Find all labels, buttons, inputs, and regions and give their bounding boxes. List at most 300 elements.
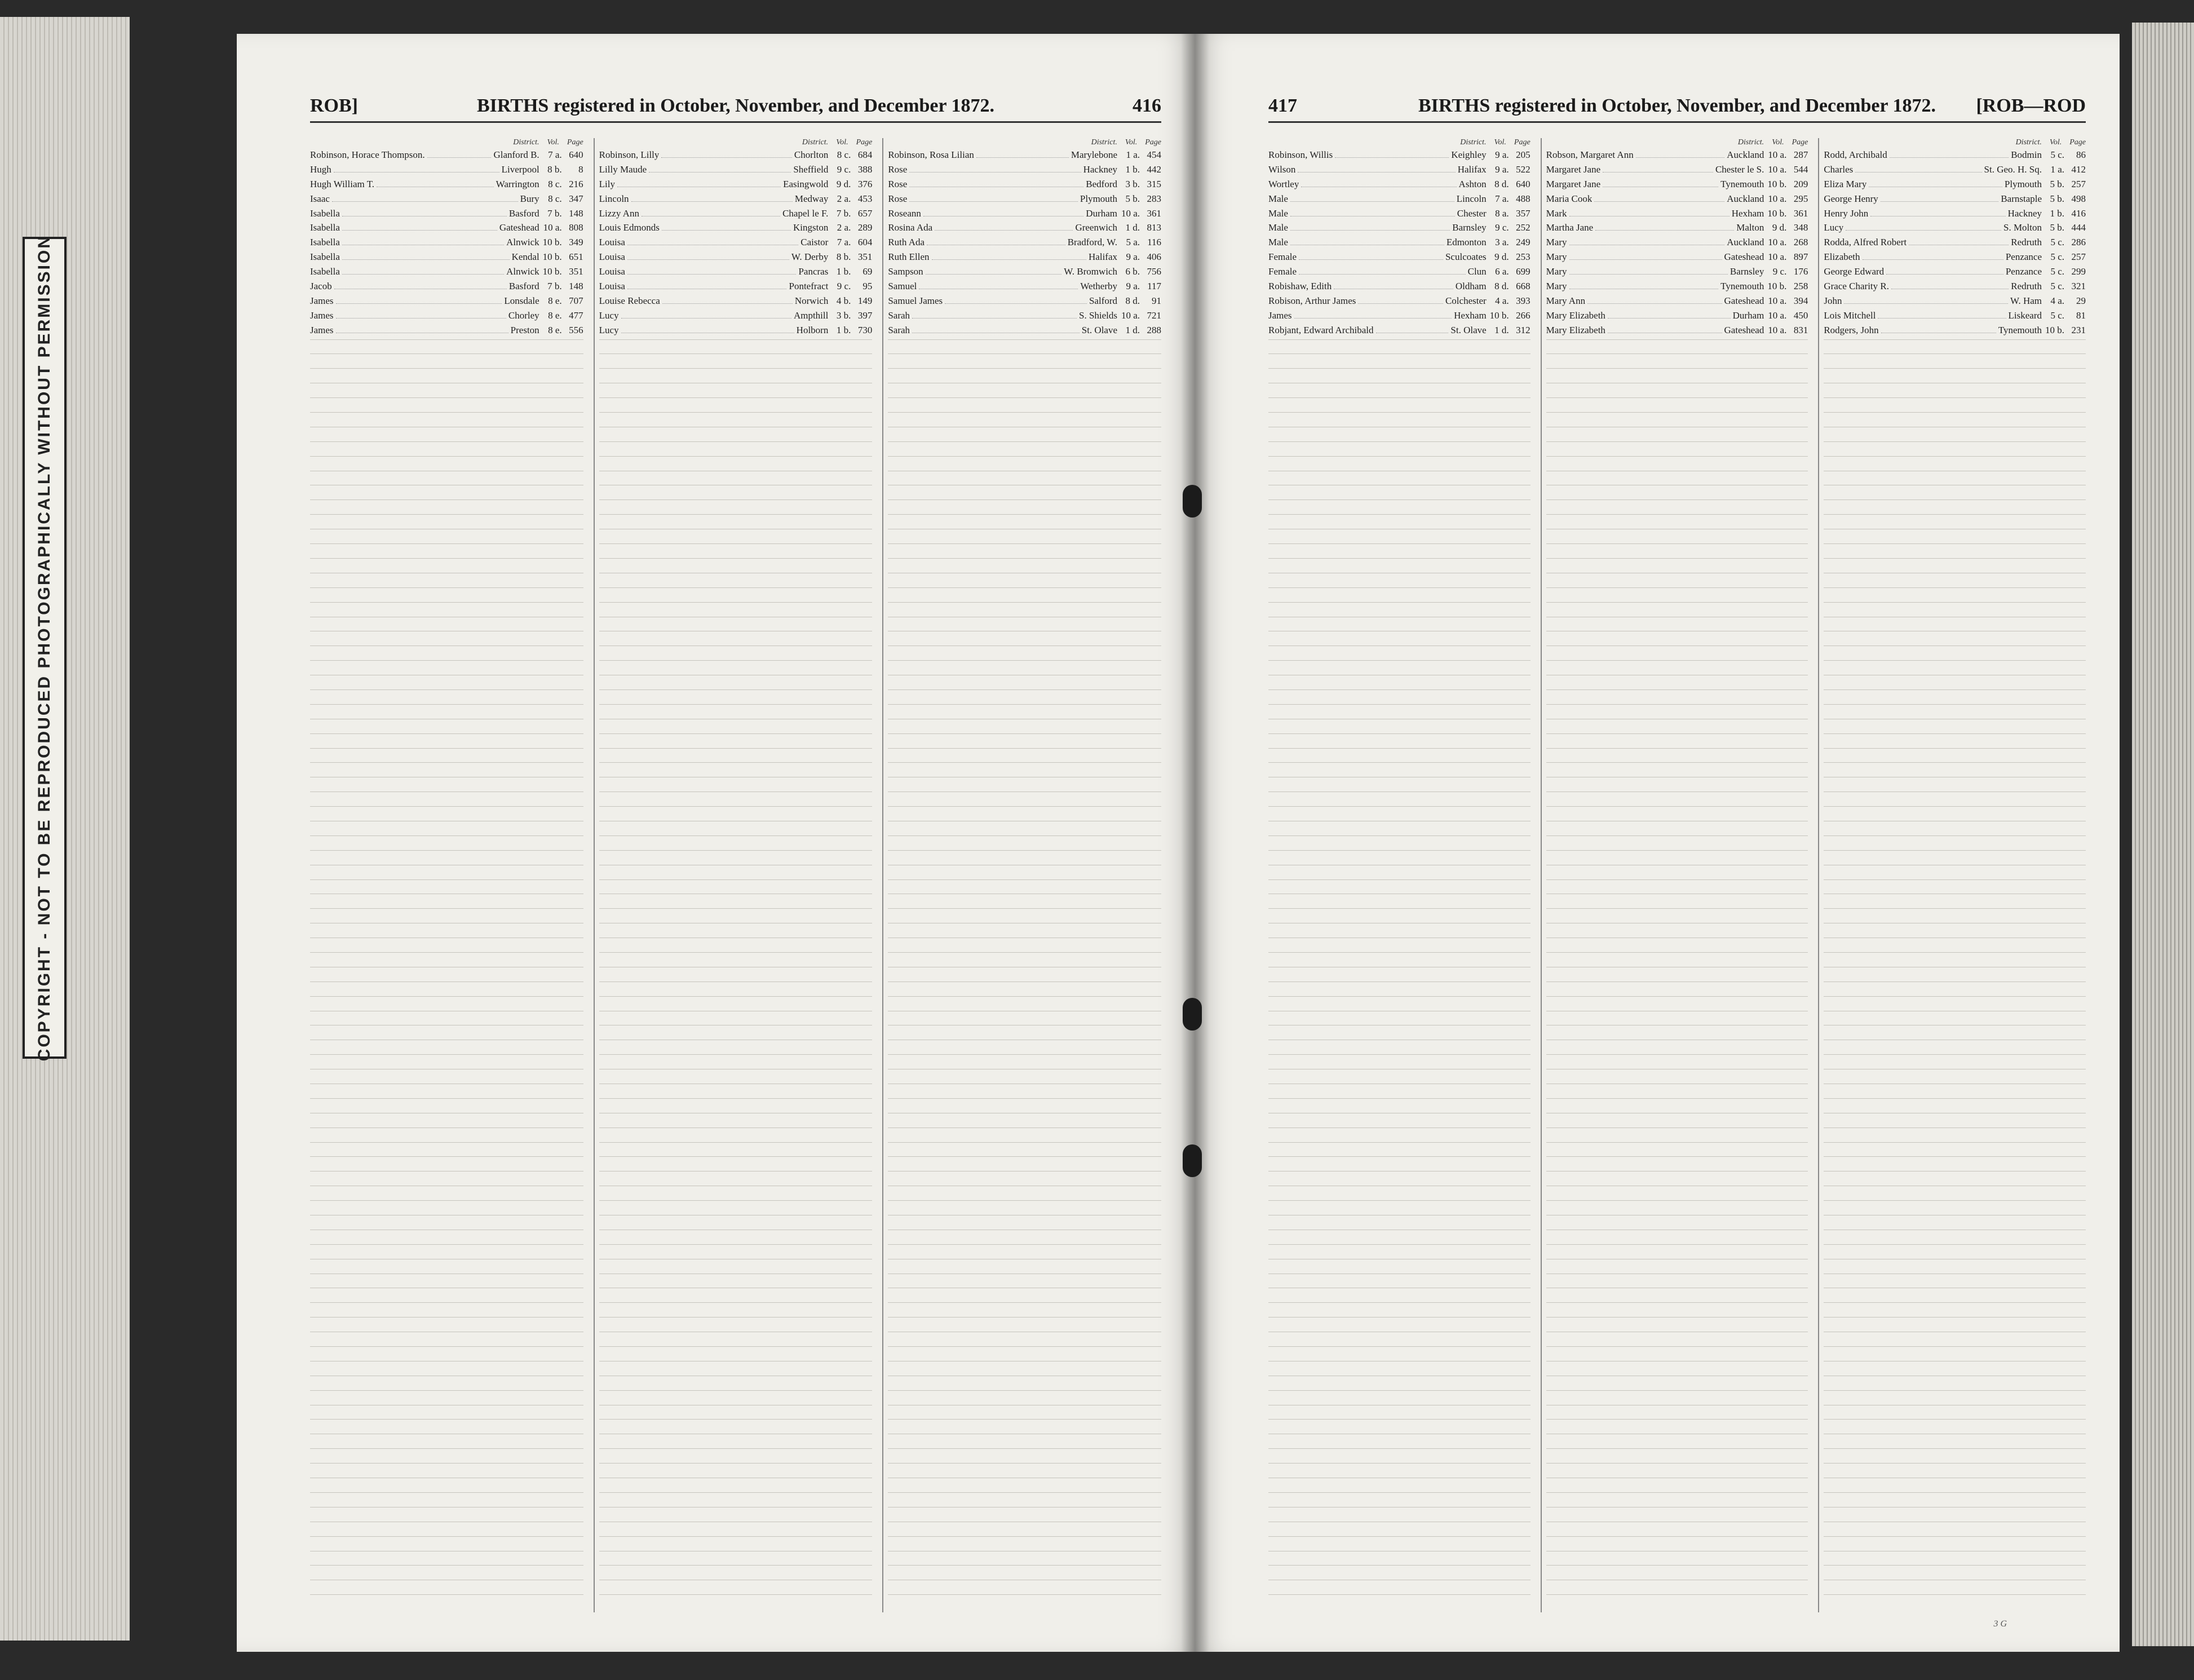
- register-entry-unread: [1546, 1171, 1808, 1186]
- register-entry-unread: [888, 675, 1161, 689]
- entry-line: [1824, 368, 2086, 369]
- register-entry-unread: [888, 1054, 1161, 1069]
- register-entry-unread: [888, 441, 1161, 456]
- register-entry-unread: [1268, 1230, 1531, 1244]
- entry-page: 361: [1147, 207, 1162, 219]
- register-entry: [599, 208, 873, 223]
- entry-page: 544: [1793, 163, 1808, 175]
- entry-line: [1546, 339, 1808, 340]
- entry-line: [310, 499, 583, 500]
- entry-line: [599, 689, 873, 690]
- entry-line: [310, 762, 583, 763]
- entry-volume: 1 b.: [836, 324, 851, 335]
- register-entry-unread: [1824, 1405, 2086, 1420]
- register-entry-unread: [888, 617, 1161, 631]
- register-entry: [1546, 149, 1808, 164]
- register-entry-unread: [310, 1156, 583, 1171]
- register-entry-unread: [1824, 938, 2086, 952]
- entry-leader: [427, 157, 492, 158]
- register-entry-unread: [1824, 558, 2086, 573]
- register-entry-unread: [888, 879, 1161, 894]
- register-entry-unread: [599, 397, 873, 412]
- register-entry-unread: [1824, 441, 2086, 456]
- entry-line: [310, 514, 583, 515]
- entry-page: 897: [1793, 251, 1808, 263]
- entry-line: [888, 1244, 1161, 1245]
- entry-district: Hexham: [1731, 207, 1764, 219]
- register-entry-unread: [310, 1200, 583, 1215]
- register-entry-unread: [888, 1098, 1161, 1113]
- register-entry-unread: [310, 412, 583, 427]
- register-entry-unread: [310, 806, 583, 821]
- entry-district: Hackney: [2007, 207, 2042, 219]
- entry-name: Robinson, Rosa Lilian: [888, 149, 974, 160]
- register-entry-unread: [1546, 1142, 1808, 1157]
- entry-line: [310, 558, 583, 559]
- register-entry-unread: [888, 558, 1161, 573]
- register-entry-unread: [1824, 514, 2086, 529]
- entry-line: [1268, 397, 1531, 398]
- entry-page: 707: [569, 295, 583, 306]
- register-entry-unread: [1824, 792, 2086, 806]
- entry-district: Gateshead: [499, 222, 539, 233]
- register-entry-unread: [1546, 1551, 1808, 1566]
- entry-line: [1546, 835, 1808, 836]
- register-entry-unread: [1268, 1215, 1531, 1230]
- register-entry-unread: [310, 587, 583, 602]
- entry-volume: 5 b.: [2050, 178, 2065, 189]
- register-entry-unread: [1546, 865, 1808, 879]
- register-entry-unread: [888, 499, 1161, 514]
- entry-line: [1268, 762, 1531, 763]
- register-entry-unread: [888, 1507, 1161, 1522]
- register-entry-unread: [1546, 573, 1808, 587]
- entry-line: [1546, 1346, 1808, 1347]
- entry-volume: 8 e.: [548, 324, 562, 335]
- entry-name: Rose: [888, 178, 908, 189]
- entry-line: [310, 412, 583, 413]
- register-entry-unread: [1268, 485, 1531, 499]
- entry-district: Keighley: [1451, 149, 1487, 160]
- register-entry-unread: [599, 1434, 873, 1448]
- register-entry-unread: [310, 1478, 583, 1492]
- register-entry-unread: [310, 1565, 583, 1580]
- register-entry-unread: [310, 850, 583, 865]
- entry-name: Lily: [599, 178, 616, 189]
- register-entry-unread: [599, 1259, 873, 1274]
- register-entry-unread: [310, 1376, 583, 1390]
- entry-volume: 5 b.: [2050, 222, 2065, 233]
- entry-line: [1268, 1200, 1531, 1201]
- register-entry-unread: [310, 967, 583, 982]
- entry-line: [1268, 1492, 1531, 1493]
- register-entry-unread: [1824, 1302, 2086, 1317]
- entry-line: [1824, 1244, 2086, 1245]
- register-entry: [1824, 222, 2086, 237]
- register-entry-unread: [599, 1230, 873, 1244]
- register-entry: [888, 237, 1161, 251]
- entry-page: 453: [857, 193, 873, 204]
- register-entry: [1546, 295, 1808, 310]
- register-entry-unread: [1824, 1346, 2086, 1361]
- entry-volume: 5 c.: [2050, 281, 2065, 292]
- register-entry-unread: [1268, 587, 1531, 602]
- vol-header: Vol.: [2049, 138, 2062, 147]
- register-entry-unread: [599, 617, 873, 631]
- register-entry-unread: [310, 602, 583, 617]
- register-entry: [599, 295, 873, 310]
- register-entry-unread: [310, 1536, 583, 1551]
- register-entry-unread: [310, 383, 583, 397]
- entry-volume: 8 d.: [1494, 281, 1509, 292]
- entry-line: [310, 441, 583, 442]
- entry-line: [1268, 1098, 1531, 1099]
- entry-district: Bedford: [1086, 178, 1118, 189]
- entry-line: [1546, 1200, 1808, 1201]
- register-entry-unread: [310, 719, 583, 733]
- entry-line: [1546, 1142, 1808, 1143]
- register-entry-unread: [1268, 1565, 1531, 1580]
- register-entry-unread: [1268, 982, 1531, 996]
- entry-line: [888, 1565, 1161, 1566]
- register-entry-unread: [888, 704, 1161, 719]
- entry-line: [1824, 1536, 2086, 1537]
- entry-district: Alnwick: [506, 237, 539, 248]
- register-entry-unread: [599, 894, 873, 908]
- entry-line: [1824, 762, 2086, 763]
- entry-volume: 2 a.: [837, 193, 851, 204]
- register-entry-unread: [599, 1536, 873, 1551]
- register-entry-unread: [1546, 1200, 1808, 1215]
- entry-volume: 8 c.: [548, 193, 562, 204]
- register-entry-unread: [1268, 617, 1531, 631]
- register-entry-unread: [1268, 850, 1531, 865]
- entry-line: [310, 1390, 583, 1391]
- register-entry-unread: [310, 1215, 583, 1230]
- register-entry-unread: [1546, 587, 1808, 602]
- register-entry-unread: [1546, 1215, 1808, 1230]
- register-entry-unread: [888, 456, 1161, 471]
- entry-line: [1824, 587, 2086, 588]
- register-entry-unread: [1824, 1128, 2086, 1142]
- entry-district: Ashton: [1458, 178, 1487, 189]
- register-entry-unread: [1546, 1492, 1808, 1507]
- register-entry-unread: [1824, 499, 2086, 514]
- entry-leader: [1855, 172, 1981, 173]
- entry-volume: 2 a.: [837, 222, 851, 233]
- entry-volume: 7 a.: [548, 149, 562, 160]
- register-entry-unread: [1268, 1536, 1531, 1551]
- entry-district: Salford: [1089, 295, 1118, 306]
- register-entry-unread: [888, 865, 1161, 879]
- entry-line: [888, 397, 1161, 398]
- register-entry-unread: [1268, 1054, 1531, 1069]
- entry-line: [1546, 587, 1808, 588]
- entry-line: [1824, 441, 2086, 442]
- entry-line: [1268, 1346, 1531, 1347]
- entry-leader: [976, 157, 1069, 158]
- register-entry-unread: [1268, 1084, 1531, 1098]
- entry-line: [1268, 368, 1531, 369]
- register-entry-unread: [888, 1390, 1161, 1405]
- entry-leader: [621, 318, 791, 319]
- register-entry-unread: [1268, 1302, 1531, 1317]
- entry-line: [1546, 1492, 1808, 1493]
- register-entry: [888, 295, 1161, 310]
- entry-volume: 8 a.: [1495, 207, 1509, 219]
- entry-line: [310, 1098, 583, 1099]
- register-entry-unread: [1824, 397, 2086, 412]
- entry-line: [310, 456, 583, 457]
- entry-volume: 7 a.: [837, 237, 851, 248]
- entry-page: 117: [1147, 281, 1162, 292]
- register-entry-unread: [1268, 339, 1531, 354]
- register-entry: [310, 295, 583, 310]
- register-entry-unread: [599, 471, 873, 485]
- entry-line: [599, 558, 873, 559]
- register-entry: [1824, 208, 2086, 223]
- entry-line: [1546, 441, 1808, 442]
- register-entry-unread: [599, 1405, 873, 1420]
- register-entry-unread: [1546, 1419, 1808, 1434]
- register-entry-unread: [888, 368, 1161, 383]
- register-entry-unread: [599, 806, 873, 821]
- register-entry-unread: [1546, 806, 1808, 821]
- register-entry-unread: [1268, 733, 1531, 748]
- entry-line: [310, 835, 583, 836]
- entry-line: [1546, 952, 1808, 953]
- entry-line: [310, 1594, 583, 1595]
- entry-name: Charles: [1824, 163, 1854, 175]
- entry-line: [1824, 660, 2086, 661]
- entry-page: 730: [857, 324, 873, 335]
- register-entry-unread: [1824, 675, 2086, 689]
- register-column: [594, 138, 873, 1612]
- entry-page: 266: [1516, 310, 1531, 321]
- register-entry-unread: [888, 1084, 1161, 1098]
- entry-page: 393: [1516, 295, 1531, 306]
- register-entry: [1546, 310, 1808, 325]
- entry-line: [599, 412, 873, 413]
- entry-line: [310, 339, 583, 340]
- entry-line: [888, 1156, 1161, 1157]
- register-entry-unread: [1546, 1302, 1808, 1317]
- entry-page: 351: [857, 251, 873, 263]
- entry-line: [1824, 1098, 2086, 1099]
- entry-district: Gateshead: [1724, 251, 1764, 263]
- register-entry-unread: [599, 1332, 873, 1346]
- register-entry-unread: [1546, 1376, 1808, 1390]
- entry-page: 148: [569, 207, 583, 219]
- entry-line: [599, 456, 873, 457]
- entry-leader: [1569, 274, 1728, 275]
- entry-line: [888, 602, 1161, 603]
- register-entry-unread: [599, 485, 873, 499]
- vol-header: Vol.: [547, 138, 559, 147]
- entry-name: Female: [1268, 251, 1297, 263]
- register-entry-unread: [1824, 1011, 2086, 1025]
- register-entry-unread: [310, 646, 583, 660]
- register-entry-unread: [1268, 1142, 1531, 1157]
- register-entry-unread: [1268, 938, 1531, 952]
- entry-district: Medway: [794, 193, 829, 204]
- register-entry: [888, 164, 1161, 179]
- entry-district: Plymouth: [1080, 193, 1118, 204]
- register-entry-unread: [1268, 412, 1531, 427]
- entry-line: [599, 1054, 873, 1055]
- entry-line: [1546, 514, 1808, 515]
- entry-district: Redruth: [2011, 281, 2042, 292]
- column-header: [888, 138, 1161, 149]
- register-entry-unread: [310, 1390, 583, 1405]
- register-entry-unread: [599, 1113, 873, 1128]
- register-entry: [599, 266, 873, 281]
- entry-line: [310, 1156, 583, 1157]
- register-entry-unread: [599, 1448, 873, 1463]
- entry-volume: 10 a.: [1768, 295, 1787, 306]
- entry-line: [1268, 587, 1531, 588]
- register-entry-unread: [599, 573, 873, 587]
- entry-name: Isabella: [310, 266, 340, 277]
- register-entry: [1546, 208, 1808, 223]
- entry-page: 295: [1793, 193, 1808, 204]
- entry-page: 412: [2071, 163, 2086, 175]
- register-entry-unread: [599, 558, 873, 573]
- entry-name: Louisa: [599, 251, 625, 263]
- entry-line: [310, 587, 583, 588]
- entry-district: Halifax: [1089, 251, 1118, 263]
- copyright-notice: COPYRIGHT - NOT TO BE REPRODUCED PHOTOGRAPHICALLY WITHOUT PERMISSION: [35, 234, 54, 1062]
- entry-line: [310, 397, 583, 398]
- register-entry: [1824, 149, 2086, 164]
- register-entry-unread: [1268, 952, 1531, 967]
- entry-volume: 5 c.: [2050, 251, 2065, 263]
- page-header: Page: [1145, 138, 1162, 147]
- entry-line: [1546, 543, 1808, 544]
- entry-line: [599, 1156, 873, 1157]
- register-entry-unread: [310, 792, 583, 806]
- entry-leader: [1299, 259, 1443, 260]
- register-entry-unread: [1546, 499, 1808, 514]
- entry-line: [599, 1463, 873, 1464]
- entry-line: [1268, 1317, 1531, 1318]
- register-entry-unread: [1824, 1142, 2086, 1157]
- entry-page: 8: [578, 163, 583, 175]
- entry-volume: 4 a.: [1495, 295, 1509, 306]
- register-entry-unread: [1546, 719, 1808, 733]
- register-entry-unread: [599, 733, 873, 748]
- entry-name: Louisa: [599, 266, 625, 277]
- entry-line: [1268, 806, 1531, 807]
- register-entry-unread: [310, 456, 583, 471]
- register-entry: [888, 266, 1161, 281]
- entry-leader: [945, 303, 1087, 304]
- register-entry-unread: [1546, 1522, 1808, 1536]
- register-entry-unread: [888, 1346, 1161, 1361]
- entry-page: 756: [1147, 266, 1162, 277]
- register-entry-unread: [1546, 1536, 1808, 1551]
- register-entry-unread: [1546, 1434, 1808, 1448]
- entry-page: 556: [569, 324, 583, 335]
- entry-volume: 9 c.: [837, 163, 851, 175]
- register-entry-unread: [599, 499, 873, 514]
- entry-district: S. Molton: [2003, 222, 2042, 233]
- column-header: [310, 138, 583, 149]
- register-entry-unread: [1546, 792, 1808, 806]
- register-entry: [310, 164, 583, 179]
- entry-district: Preston: [510, 324, 539, 335]
- register-entry: [1546, 164, 1808, 179]
- entry-page: 29: [2076, 295, 2086, 306]
- entry-line: [1824, 835, 2086, 836]
- register-entry-unread: [1546, 617, 1808, 631]
- entry-volume: 1 d.: [1494, 324, 1509, 335]
- register-entry-unread: [599, 1054, 873, 1069]
- entry-leader: [926, 274, 1062, 275]
- register-entry-unread: [888, 821, 1161, 835]
- register-entry-unread: [310, 952, 583, 967]
- register-entry-unread: [1546, 1332, 1808, 1346]
- register-entry-unread: [888, 1186, 1161, 1200]
- register-entry-unread: [599, 748, 873, 763]
- register-entry-unread: [888, 602, 1161, 617]
- register-entry-unread: [888, 339, 1161, 354]
- register-entry-unread: [310, 1259, 583, 1274]
- register-entry-unread: [1546, 1069, 1808, 1084]
- entry-line: [1824, 1463, 2086, 1464]
- entry-volume: 10 a.: [1768, 324, 1787, 335]
- right-page-title: BIRTHS registered in October, November, and December 1872.: [1418, 95, 1936, 116]
- register-entry-unread: [310, 660, 583, 675]
- register-entry-unread: [1268, 1259, 1531, 1274]
- entry-line: [1546, 1594, 1808, 1595]
- register-entry-unread: [599, 353, 873, 368]
- entry-page: 394: [1793, 295, 1808, 306]
- entry-line: [1824, 1156, 2086, 1157]
- entry-volume: 10 b.: [542, 237, 562, 248]
- entry-leader: [1844, 303, 2008, 304]
- entry-name: Mark: [1546, 207, 1567, 219]
- register-entry: [1824, 295, 2086, 310]
- register-entry-unread: [1824, 1522, 2086, 1536]
- register-entry-unread: [599, 1025, 873, 1040]
- register-entry-unread: [310, 733, 583, 748]
- entry-leader: [932, 259, 1086, 260]
- entry-district: Redruth: [2011, 237, 2042, 248]
- register-entry-unread: [1824, 1244, 2086, 1259]
- entry-line: [310, 1244, 583, 1245]
- register-entry-unread: [1824, 485, 2086, 499]
- entry-line: [1546, 558, 1808, 559]
- register-entry-unread: [310, 748, 583, 763]
- register-entry: [599, 281, 873, 295]
- register-entry-unread: [1546, 456, 1808, 471]
- entry-district: W. Bromwich: [1064, 266, 1118, 277]
- register-entry: [1824, 251, 2086, 266]
- vol-header: Vol.: [1772, 138, 1784, 147]
- binder-ring-top: [1183, 485, 1202, 518]
- register-entry-unread: [888, 1580, 1161, 1594]
- register-entry-unread: [888, 1536, 1161, 1551]
- register-entry-unread: [1546, 1507, 1808, 1522]
- register-entry: [1824, 164, 2086, 179]
- entry-page: 95: [862, 281, 873, 292]
- entry-name: Samuel: [888, 281, 917, 292]
- register-entry-unread: [888, 923, 1161, 938]
- register-entry-unread: [888, 908, 1161, 923]
- register-entry-unread: [599, 1288, 873, 1302]
- register-entry-unread: [1268, 689, 1531, 704]
